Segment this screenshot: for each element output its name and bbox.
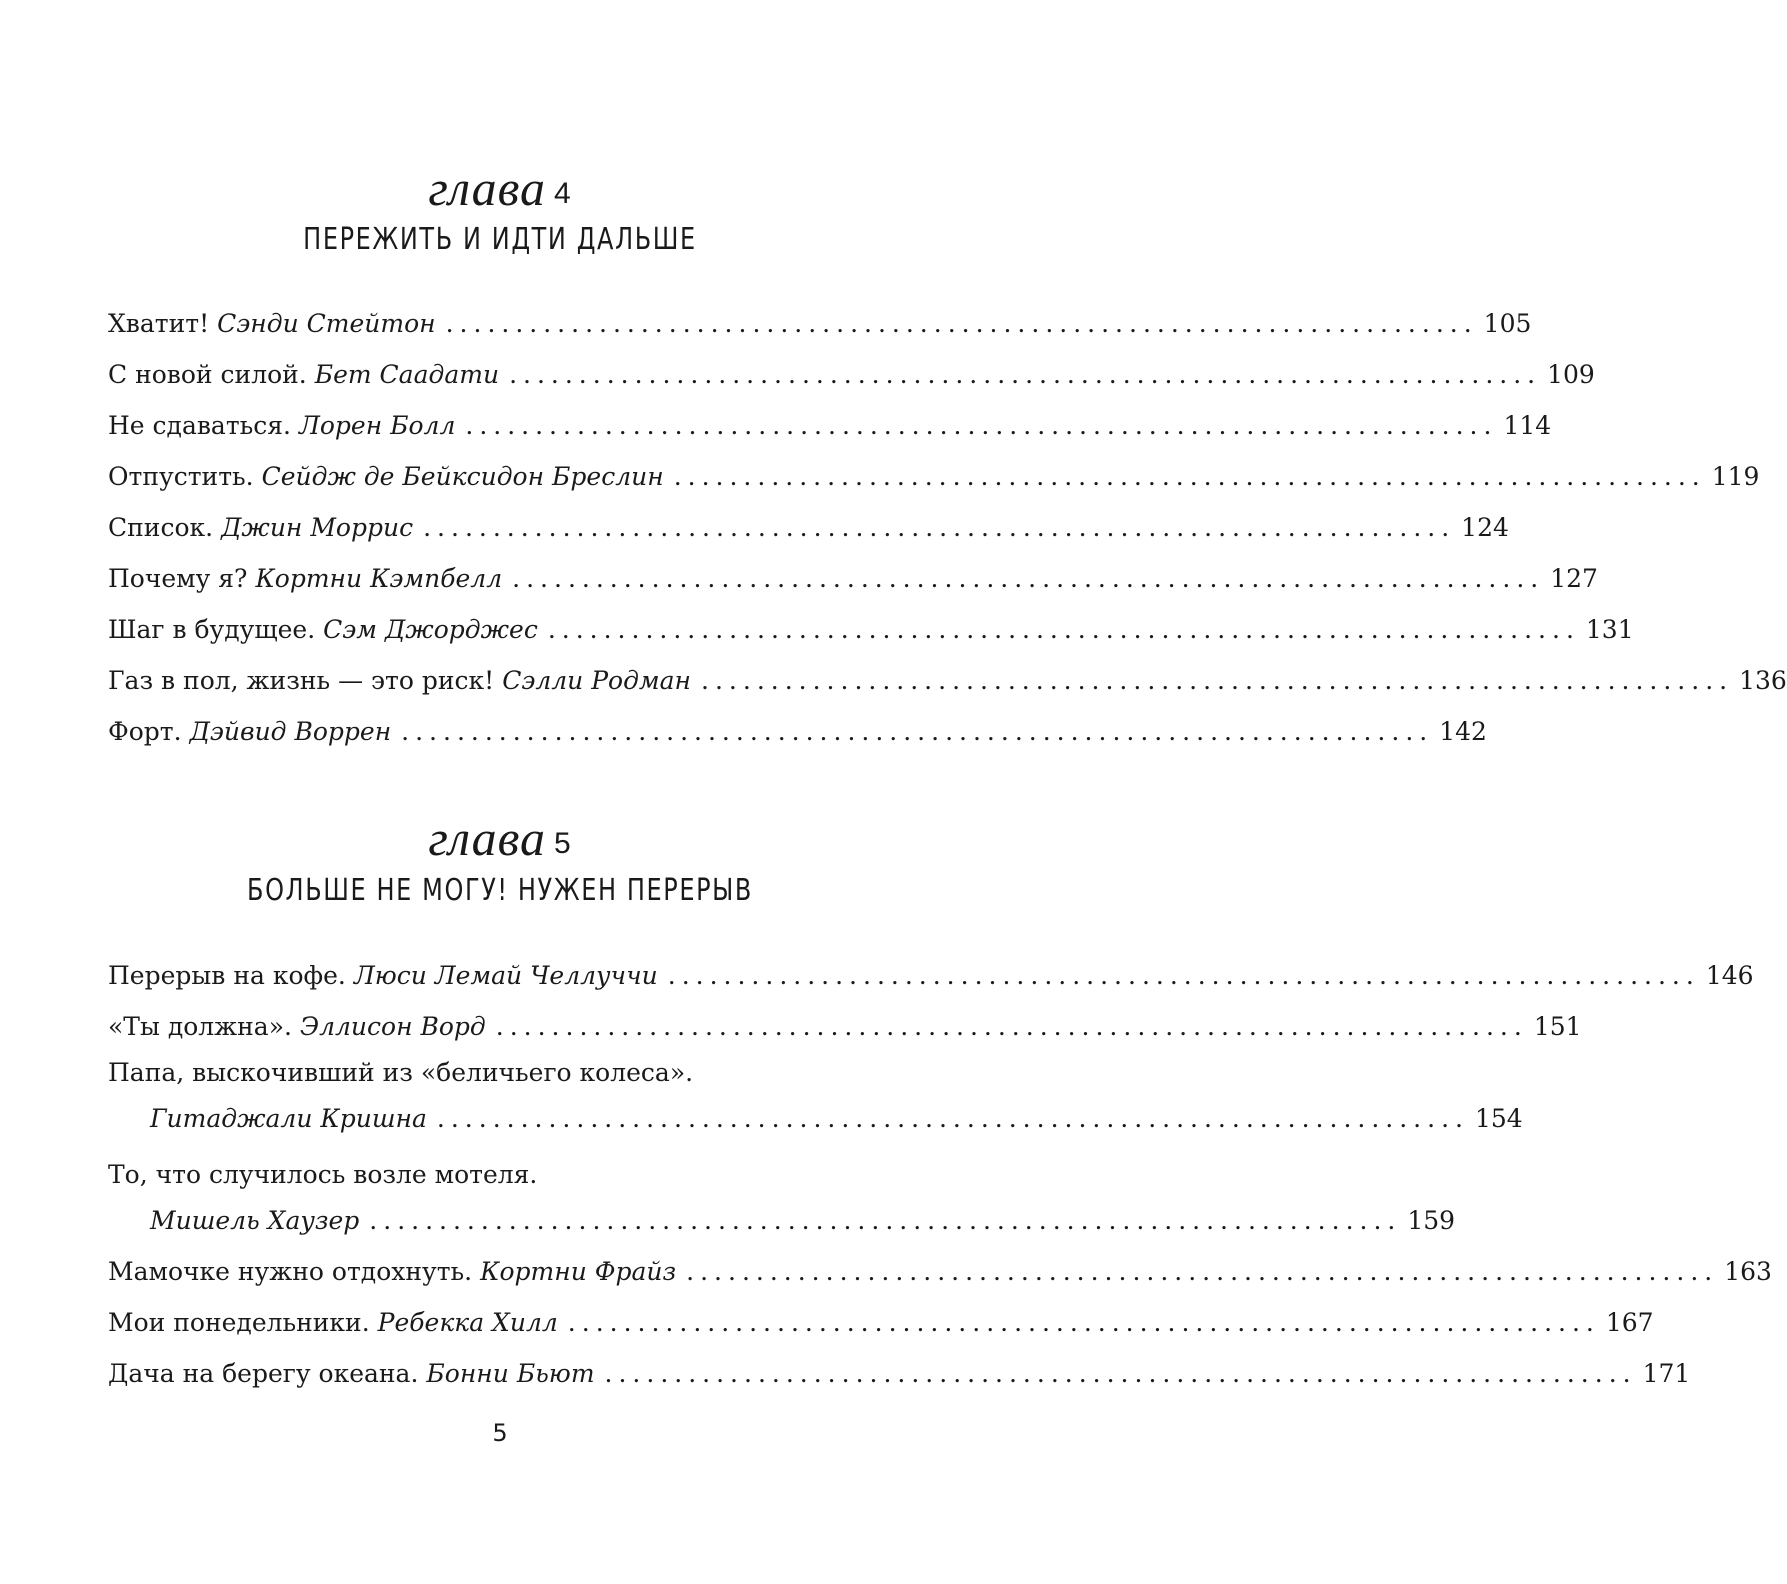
entry-title: Почему я? bbox=[108, 564, 248, 593]
toc-entry[interactable] bbox=[108, 349, 1595, 400]
entry-page: 105 bbox=[1483, 309, 1532, 338]
entry-page: 171 bbox=[1642, 1359, 1691, 1388]
entry-title: Хватит! bbox=[108, 309, 210, 338]
dot-leader: .......................................................................... bbox=[547, 615, 1580, 644]
toc-entry[interactable] bbox=[108, 706, 1487, 757]
chapter-number: 5 bbox=[553, 827, 572, 860]
dot-leader: .......................................................................... bbox=[495, 1012, 1528, 1041]
chapter-4-label bbox=[0, 158, 1000, 224]
entry-page: 163 bbox=[1724, 1257, 1772, 1286]
toc-entry[interactable] bbox=[108, 298, 1532, 349]
entry-page: 127 bbox=[1550, 564, 1598, 593]
entry-author: Лорен Болл bbox=[298, 411, 456, 440]
entry-title: Отпустить. bbox=[108, 462, 254, 491]
entry-author: Люси Лемай Челлуччи bbox=[353, 961, 658, 990]
entry-page: 119 bbox=[1711, 462, 1760, 491]
entry-author: Сэлли Родман bbox=[502, 666, 692, 695]
entry-page: 131 bbox=[1585, 615, 1634, 644]
entry-page: 142 bbox=[1439, 717, 1487, 746]
toc-entry[interactable] bbox=[108, 400, 1552, 451]
entry-page: 154 bbox=[1474, 1104, 1523, 1133]
entry-title: С новой силой. bbox=[108, 360, 307, 389]
chapter-label-word: глава bbox=[428, 160, 546, 216]
toc-entry[interactable] bbox=[108, 1348, 1691, 1399]
toc-entry[interactable] bbox=[108, 553, 1598, 604]
entry-author: Мишель Хаузер bbox=[150, 1206, 360, 1235]
dot-leader: .......................................................................... bbox=[567, 1308, 1600, 1337]
toc-entry[interactable] bbox=[108, 502, 1509, 553]
dot-leader: .......................................................................... bbox=[401, 717, 1434, 746]
entry-title: Список. bbox=[108, 513, 214, 542]
dot-leader: .......................................................................... bbox=[465, 411, 1498, 440]
toc-entry-first-line[interactable] bbox=[108, 1052, 824, 1093]
toc-entry-first-line[interactable] bbox=[108, 1154, 824, 1195]
entry-title: То, что случилось возле мотеля. bbox=[108, 1160, 538, 1189]
dot-leader: .......................................................................... bbox=[686, 1257, 1719, 1286]
entry-title: Мои понедельники. bbox=[108, 1308, 370, 1337]
dot-leader: .......................................................................... bbox=[436, 1104, 1469, 1133]
entry-page: 124 bbox=[1461, 513, 1509, 542]
chapter-number: 4 bbox=[553, 177, 572, 210]
entry-page: 146 bbox=[1705, 961, 1754, 990]
entry-title: Форт. bbox=[108, 717, 182, 746]
dot-leader: .......................................................................... bbox=[423, 513, 1456, 542]
entry-author: Дэйвид Воррен bbox=[189, 717, 392, 746]
entry-title: Не сдаваться. bbox=[108, 411, 291, 440]
entry-author: Сэнди Стейтон bbox=[217, 309, 436, 338]
entry-title: Газ в пол, жизнь — это риск! bbox=[108, 666, 495, 695]
page-number: 5 bbox=[492, 1419, 508, 1447]
chapter-5-toc bbox=[108, 950, 1772, 1399]
chapter-label-word: глава bbox=[428, 810, 546, 866]
entry-author: Джин Моррис bbox=[221, 513, 414, 542]
dot-leader: .......................................................................... bbox=[509, 360, 1542, 389]
toc-entry[interactable] bbox=[108, 451, 1760, 502]
dot-leader: .......................................................................... bbox=[604, 1359, 1637, 1388]
dot-leader: .......................................................................... bbox=[445, 309, 1478, 338]
entry-author: Бонни Бьют bbox=[426, 1359, 595, 1388]
chapter-4-toc bbox=[108, 298, 1787, 757]
entry-title: Перерыв на кофе. bbox=[108, 961, 346, 990]
chapter-5-label bbox=[0, 808, 1000, 874]
dot-leader: .......................................................................... bbox=[673, 462, 1706, 491]
entry-title: Мамочке нужно отдохнуть. bbox=[108, 1257, 473, 1286]
entry-page: 136 bbox=[1739, 666, 1787, 695]
entry-author: Эллисон Ворд bbox=[299, 1012, 486, 1041]
dot-leader: .......................................................................... bbox=[667, 961, 1700, 990]
entry-author: Ребекка Хилл bbox=[377, 1308, 558, 1337]
toc-entry-continuation[interactable] bbox=[108, 1093, 1523, 1154]
toc-entry[interactable] bbox=[108, 604, 1634, 655]
entry-author: Гитаджали Кришна bbox=[150, 1104, 427, 1133]
dot-leader: .......................................................................... bbox=[512, 564, 1545, 593]
chapter-4-title: ПЕРЕЖИТЬ И ИДТИ ДАЛЬШЕ bbox=[303, 222, 697, 257]
toc-entry[interactable] bbox=[108, 1001, 1582, 1052]
toc-entry[interactable] bbox=[108, 1246, 1772, 1297]
entry-author: Кортни Фрайз bbox=[480, 1257, 677, 1286]
entry-page: 159 bbox=[1407, 1206, 1456, 1235]
chapter-5-title: БОЛЬШЕ НЕ МОГУ! НУЖЕН ПЕРЕРЫВ bbox=[247, 873, 753, 908]
toc-entry[interactable] bbox=[108, 950, 1754, 1001]
toc-entry[interactable] bbox=[108, 1297, 1654, 1348]
dot-leader: .......................................................................... bbox=[369, 1206, 1402, 1235]
toc-entry-continuation[interactable] bbox=[108, 1195, 1456, 1246]
entry-title: Дача на берегу океана. bbox=[108, 1359, 419, 1388]
toc-entry[interactable] bbox=[108, 655, 1787, 706]
entry-author: Сейдж де Бейксидон Бреслин bbox=[261, 462, 664, 491]
entry-title: Папа, выскочивший из «беличьего колеса». bbox=[108, 1058, 694, 1087]
entry-page: 167 bbox=[1605, 1308, 1654, 1337]
entry-title: Шаг в будущее. bbox=[108, 615, 316, 644]
dot-leader: .......................................................................... bbox=[701, 666, 1734, 695]
entry-author: Кортни Кэмпбелл bbox=[255, 564, 503, 593]
entry-page: 109 bbox=[1547, 360, 1595, 389]
entry-author: Сэм Джорджес bbox=[323, 615, 538, 644]
entry-page: 151 bbox=[1533, 1012, 1582, 1041]
entry-title: «Ты должна». bbox=[108, 1012, 292, 1041]
entry-author: Бет Саадати bbox=[314, 360, 500, 389]
entry-page: 114 bbox=[1503, 411, 1552, 440]
